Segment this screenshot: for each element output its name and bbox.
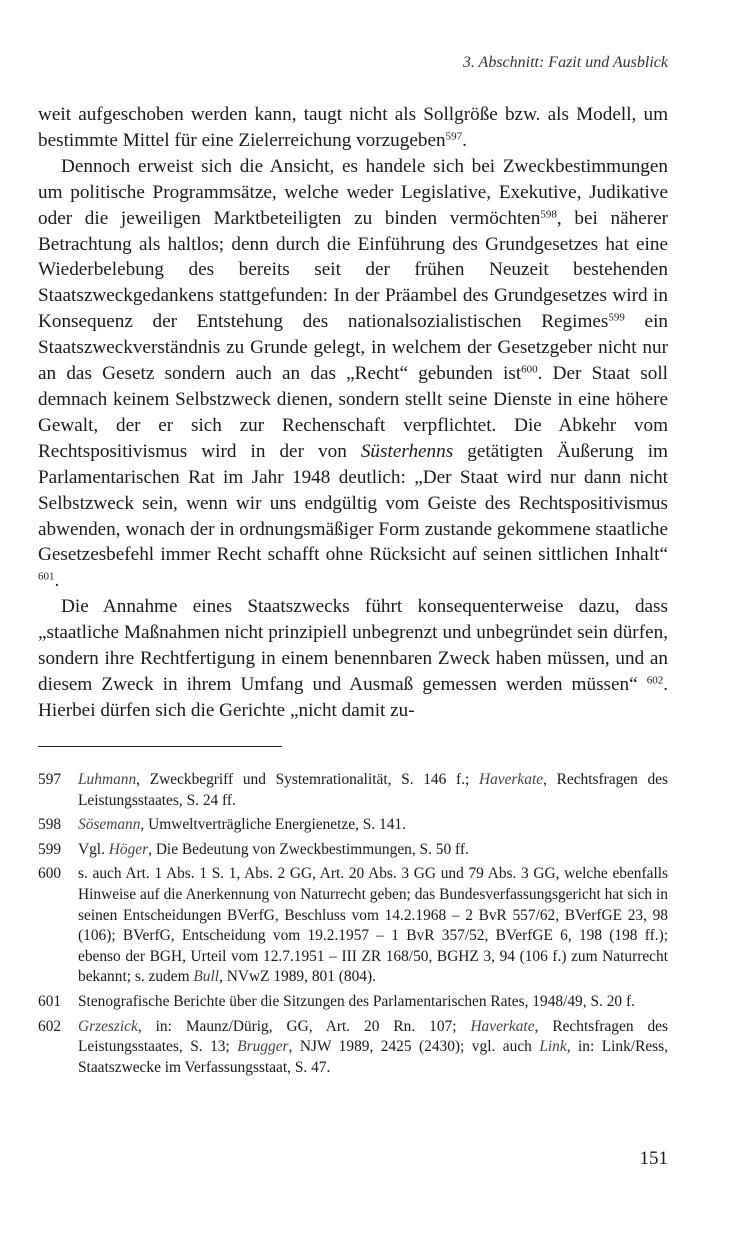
text-run: s. auch Art. 1 Abs. 1 S. 1, Abs. 2 GG, Art. 20 Abs. 3 GG und 79 Abs. 3 GG, welche ebenfalls Hinweise auf die Anerkennung von Naturrecht geben; das Bundesverfassungsgericht hat sich in seinen Entscheidungen BVerfG, Beschluss vom 14.2.1968 – 2 BvR 557/62, BVerfGE 23, 98 (106); BVerfG, Entscheidung vom 19.2.1957 – 1 BvR 357/52, BVerfGE 6, 198 (198 ff.); ebenso der BGH, Urteil vom 12.7.1951 – III ZR 168/50, BGHZ 3, 94 (106 f.) zum Naturrecht bekannt; s. zudem: [78, 865, 668, 986]
text-run: , Die Bedeutung von Zweckbestimmungen, S. 50 ff.: [148, 840, 469, 858]
page-number: 151: [639, 1148, 668, 1169]
text-run: Vgl.: [78, 840, 109, 858]
footnote-number: 599: [38, 840, 62, 858]
text-run: , in: Link/Ress, Staatszwecke im Verfassungsstaat, S. 47.: [78, 1038, 669, 1076]
footnotes: [38, 770, 668, 1082]
body-paragraph: [38, 154, 668, 594]
footnote-text: [78, 840, 668, 861]
footnote-text: [78, 864, 668, 988]
body-paragraph: [38, 594, 668, 724]
text-run: . Hierbei dürfen sich die Gerichte „nicht damit zu-: [38, 673, 668, 721]
text-run: , NJW 1989, 2425 (2430); vgl. auch: [288, 1038, 540, 1056]
text-run: weit aufgeschoben werden kann, taugt nicht als Sollgröße bzw. als Modell, um bestimmte Mittel für eine Zielerreichung vorzugeben: [38, 104, 668, 151]
footnote: [38, 815, 668, 836]
footnote: [38, 992, 668, 1013]
footnote-text: [78, 815, 668, 836]
text-run: . Der Staat soll demnach keinem Selbstzweck dienen, sondern stellt seine Dienste in eine höhere Gewalt, der er sich zur Rechenschaft verpflichtet. Die Abkehr vom Rechtspositivismus wird in der von: [38, 363, 668, 462]
body-text: [38, 102, 668, 724]
text-run: .: [462, 129, 467, 151]
body-paragraph: [38, 102, 668, 154]
text-run: , in: Maunz/Dürig, GG, Art. 20 Rn. 107;: [137, 1017, 471, 1035]
text-run: Stenografische Berichte über die Sitzungen des Parlamentarischen Rates, 1948/49, S. 20 f.: [78, 992, 635, 1010]
footnote-number: 597: [38, 771, 62, 788]
text-run: getätigten Äußerung im Parlamentarischen Rat im Jahr 1948 deutlich: „Der Staat wird nur dann nicht Selbstzweck sein, wenn wir uns endgültig vom Geiste des Rechtspositivismus abwenden, wonach der in ordnungsmäßiger Form zustande gekommene staatliche Gesetzesbefehl immer Recht schafft ohne Rücksicht auf seinen sittlichen Inhalt“: [38, 440, 668, 566]
running-head: 3. Abschnitt: Fazit und Ausblick: [462, 54, 668, 71]
footnote-ref: 601: [38, 570, 55, 583]
author-name: Sösemann: [78, 816, 141, 834]
author-name: Haverkate: [470, 1017, 535, 1035]
footnote: [38, 840, 668, 861]
footnote-ref: 597: [445, 130, 463, 143]
text-run: Die Annahme eines Staatszwecks führt konsequenterweise dazu, dass „staatliche Maßnahmen nicht prinzipiell unbegrenzt und unbegründet sein dürfen, sondern ihre Rechtfertigung in einem benennbaren Zweck haben müssen, und an diesem Zweck in ihrem Umfang und Ausmaß gemessen werden müssen“: [38, 596, 668, 695]
footnote-ref: 599: [608, 311, 625, 324]
author-name: Bull: [193, 968, 220, 986]
author-name: Höger: [108, 840, 149, 858]
text-run: .: [54, 570, 60, 592]
author-name: Brugger: [237, 1038, 289, 1056]
text-run: , Zweckbegriff und Systemrationalität, S. 146 f.;: [136, 771, 479, 788]
footnote-separator: [38, 746, 282, 747]
text-run: Dennoch erweist sich die Ansicht, es handele sich bei Zweckbestimmungen um politische Programmsätze, welche weder Legislative, Exekutive, Judikative oder die jeweiligen Marktbeteiligten zu binden vermöchten: [38, 155, 668, 229]
author-name: Luhmann: [78, 771, 137, 788]
footnote-number: 598: [38, 816, 62, 834]
author-name: Grzeszick: [78, 1017, 138, 1035]
text-run: ein Staatszweckverständnis zu Grunde gelegt, in welchem der Gesetzgeber nicht nur an das Gesetz sondern auch an das „Recht“ gebunden ist: [38, 311, 668, 385]
footnote: [38, 770, 668, 811]
footnote-text: [78, 1017, 668, 1079]
footnote-text: [78, 770, 668, 811]
book-page: [38, 0, 668, 1250]
text-run: , NVwZ 1989, 801 (804).: [219, 968, 376, 986]
author-name: Süsterhenns: [360, 440, 454, 462]
footnote-ref: 598: [540, 208, 557, 221]
footnote-text: [78, 992, 668, 1013]
footnote-ref: 602: [646, 674, 664, 687]
footnote-number: 601: [38, 992, 62, 1010]
text-run: , Umweltverträgliche Energienetze, S. 141.: [140, 816, 406, 834]
author-name: Link: [539, 1038, 567, 1056]
author-name: Haverkate: [478, 771, 544, 788]
footnote-number: 600: [38, 865, 62, 883]
footnote: [38, 864, 668, 988]
text-run: , Rechtsfragen des Leistungsstaates, S. 13;: [78, 1017, 668, 1056]
footnote: [38, 1017, 668, 1079]
text-run: , Rechtsfragen des Leistungsstaates, S. 24 ff.: [78, 771, 668, 809]
footnote-number: 602: [38, 1017, 62, 1035]
text-run: , bei näherer Betrachtung als haltlos; denn durch die Einführung des Grundgesetzes hat eine Wiederbelebung des bereits seit der frühen Neuzeit bestehenden Staatszweckgedankens stattgefunden: In der Präambel des Grundgesetzes wird in Konsequenz der Entstehung des nationalsozialistischen Regimes: [38, 207, 668, 333]
footnote-ref: 600: [521, 363, 538, 376]
